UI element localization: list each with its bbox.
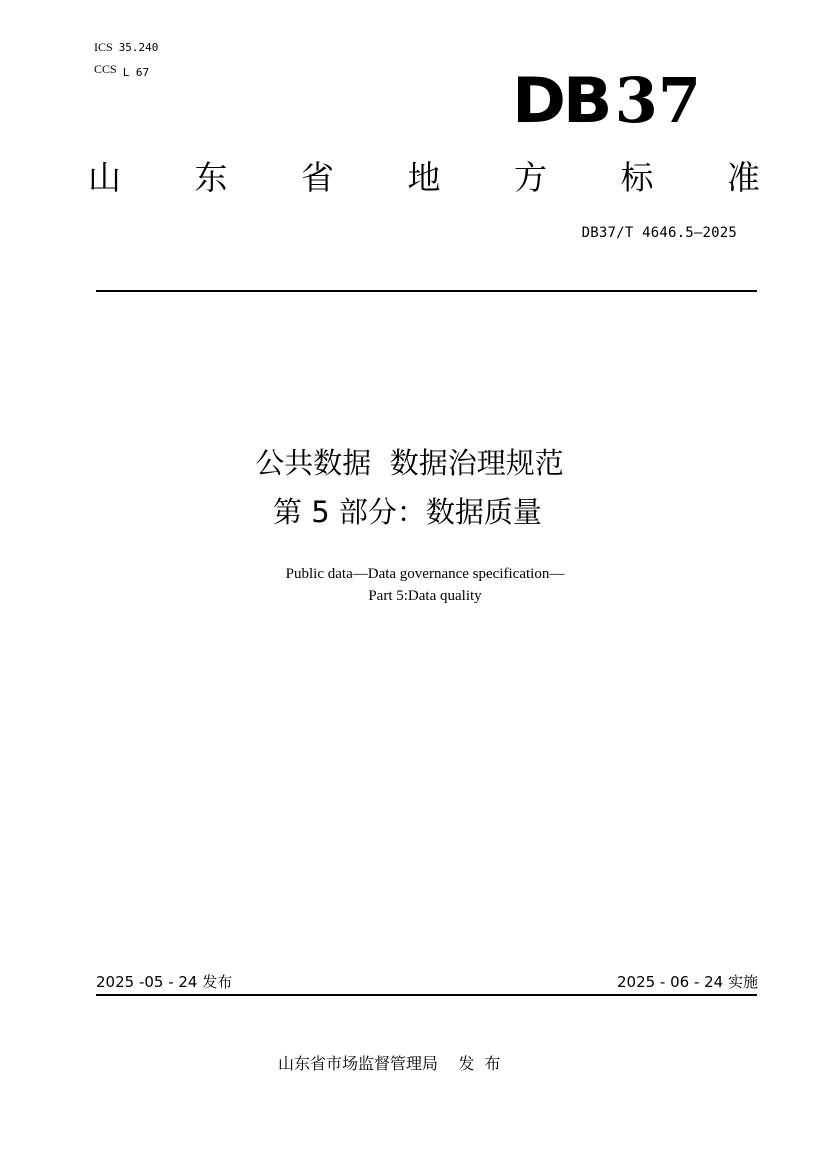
standard-type-char: 省 (301, 158, 334, 197)
standard-type-char: 标 (620, 158, 654, 197)
standard-type-char: 山 (88, 158, 121, 197)
standard-number: DB37/T 4646.5—2025 (581, 225, 737, 241)
title-english-line1: Public data—Data governance specification— (285, 566, 565, 582)
publisher: 山东省市场监督管理局 发 布 (278, 1054, 501, 1073)
ccs-label: CCS (94, 62, 117, 76)
title-chinese-line1: 公共数据 数据治理规范 (255, 446, 564, 480)
logo-letters: DB (512, 64, 610, 137)
standard-type-char: 方 (514, 158, 547, 197)
db37-logo (512, 64, 702, 137)
title-english-line2: Part 5:Data quality (368, 588, 482, 604)
bottom-divider (96, 994, 757, 996)
standard-type-char: 地 (407, 158, 441, 197)
top-divider (96, 290, 757, 292)
title-chinese-line2: 第 5 部分：数据质量 (273, 495, 542, 529)
ccs-classification (94, 62, 149, 77)
standard-type-heading (88, 158, 760, 198)
standard-type-char: 准 (727, 158, 760, 197)
ics-classification (94, 40, 158, 55)
ics-label: ICS (94, 40, 113, 54)
ccs-code: L 67 (122, 66, 150, 79)
logo-number: 37 (614, 64, 702, 137)
issue-date: 2025 -05 - 24 发布 (96, 973, 233, 991)
standard-type-char: 东 (194, 158, 228, 197)
implementation-date: 2025 - 06 - 24 实施 (616, 973, 758, 991)
ics-code: 35.240 (118, 41, 159, 54)
